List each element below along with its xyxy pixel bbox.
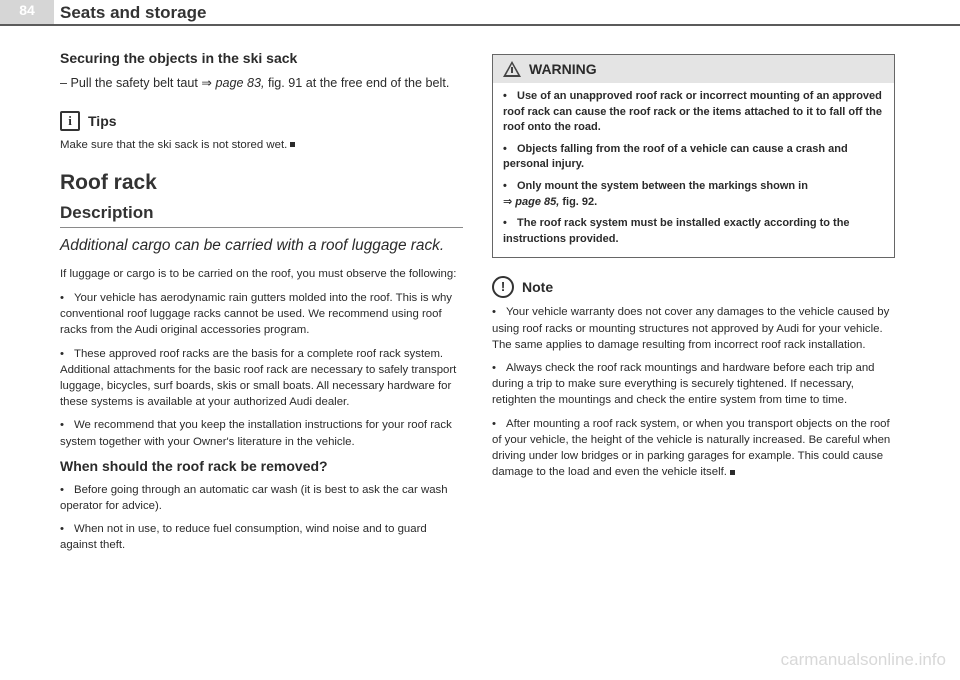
list-item: • These approved roof racks are the basis for a complete roof rack system. Additional attachments for the basic roof rack are necessary to safely transport luggage, bicycles, surf boards, skis or small boats. All necessary hardware for these systems is available at your authorized Audi dealer. — [60, 347, 457, 409]
tips-label: Tips — [88, 112, 117, 129]
left-column — [60, 42, 463, 560]
warning-item: • The roof rack system must be installed exactly according to the instructions provided. — [503, 217, 850, 245]
note-icon: ! — [492, 276, 514, 298]
warning-header — [493, 55, 894, 83]
intro-paragraph: If luggage or cargo is to be carried on the roof, you must observe the following: — [60, 267, 457, 280]
warning-label: WARNING — [529, 61, 597, 77]
list-item: • Before going through an automatic car wash (it is best to ask the car wash operator for advice). — [60, 483, 448, 512]
page-ref-link[interactable]: ⇒ page 83, — [201, 76, 265, 90]
end-mark-icon — [290, 142, 295, 147]
warning-box — [492, 54, 895, 258]
section-title: Seats and storage — [60, 3, 207, 22]
warning-item: • Objects falling from the roof of a vehicle can cause a crash and personal injury. — [503, 142, 848, 171]
ski-step-text: – Pull the safety belt taut — [60, 76, 198, 90]
info-icon: i — [60, 111, 80, 131]
ski-step-text-end: fig. 91 at the free end of the belt. — [268, 76, 450, 90]
page-ref-link[interactable]: ⇒ page 85, — [503, 195, 560, 208]
list-item: • Always check the roof rack mountings and hardware before each trip and during a trip to make sure everything is securely tightened. If necessary, retighten the mountings and check the entire system from time to time. — [492, 362, 875, 407]
ski-sack-heading: Securing the objects in the ski sack — [60, 50, 298, 66]
list-item: • Your vehicle warranty does not cover any damages to the vehicle caused by using roof racks or mounting structures not approved by Audi for your vehicle. The same applies to damage resulting from incorrect roof rack installation. — [492, 306, 890, 351]
end-mark-icon — [730, 470, 735, 475]
topic-title: Roof rack — [60, 170, 157, 194]
ski-step — [60, 74, 463, 93]
tips-header — [60, 111, 463, 131]
page-number-box — [0, 0, 54, 24]
warning-item: • Only mount the system between the markings shown in ⇒ page 85, fig. 92. — [503, 180, 808, 208]
warning-triangle-icon — [503, 61, 521, 77]
list-item: • When not in use, to reduce fuel consumption, wind noise and to guard against theft. — [60, 523, 427, 552]
description-heading: Description — [60, 203, 463, 228]
list-item: • Your vehicle has aerodynamic rain gutters molded into the roof. This is why conventional roof luggage racks cannot be used. We recommend using roof racks from the Audi original accessories program. — [60, 292, 452, 337]
intro-text: Additional cargo can be carried with a roof luggage rack. — [60, 236, 445, 254]
remove-heading: When should the roof rack be removed? — [60, 457, 328, 474]
note-header — [492, 276, 895, 298]
warning-body — [493, 83, 894, 257]
watermark: carmanualsonline.info — [780, 650, 946, 669]
warning-item: • Use of an unapproved roof rack or incorrect mounting of an approved roof rack can cause the roof rack or the items attached to it to fall off the roof onto the road. — [503, 90, 882, 134]
header-rule — [0, 24, 960, 26]
page-number: 84 — [19, 2, 35, 18]
tips-text: Make sure that the ski sack is not stored wet. — [60, 137, 463, 153]
list-item: • We recommend that you keep the installation instructions for your roof rack system together with your Owner's literature in the vehicle. — [60, 419, 452, 448]
right-column — [492, 42, 895, 487]
note-label: Note — [522, 279, 554, 296]
list-item: • After mounting a roof rack system, or when you transport objects on the roof of your vehicle, the height of the vehicle is naturally increased. Be careful when driving under low bridges or in parking garages for example. This could cause damage to the load and even the vehicle itself. — [492, 417, 891, 479]
page-header — [0, 0, 960, 26]
